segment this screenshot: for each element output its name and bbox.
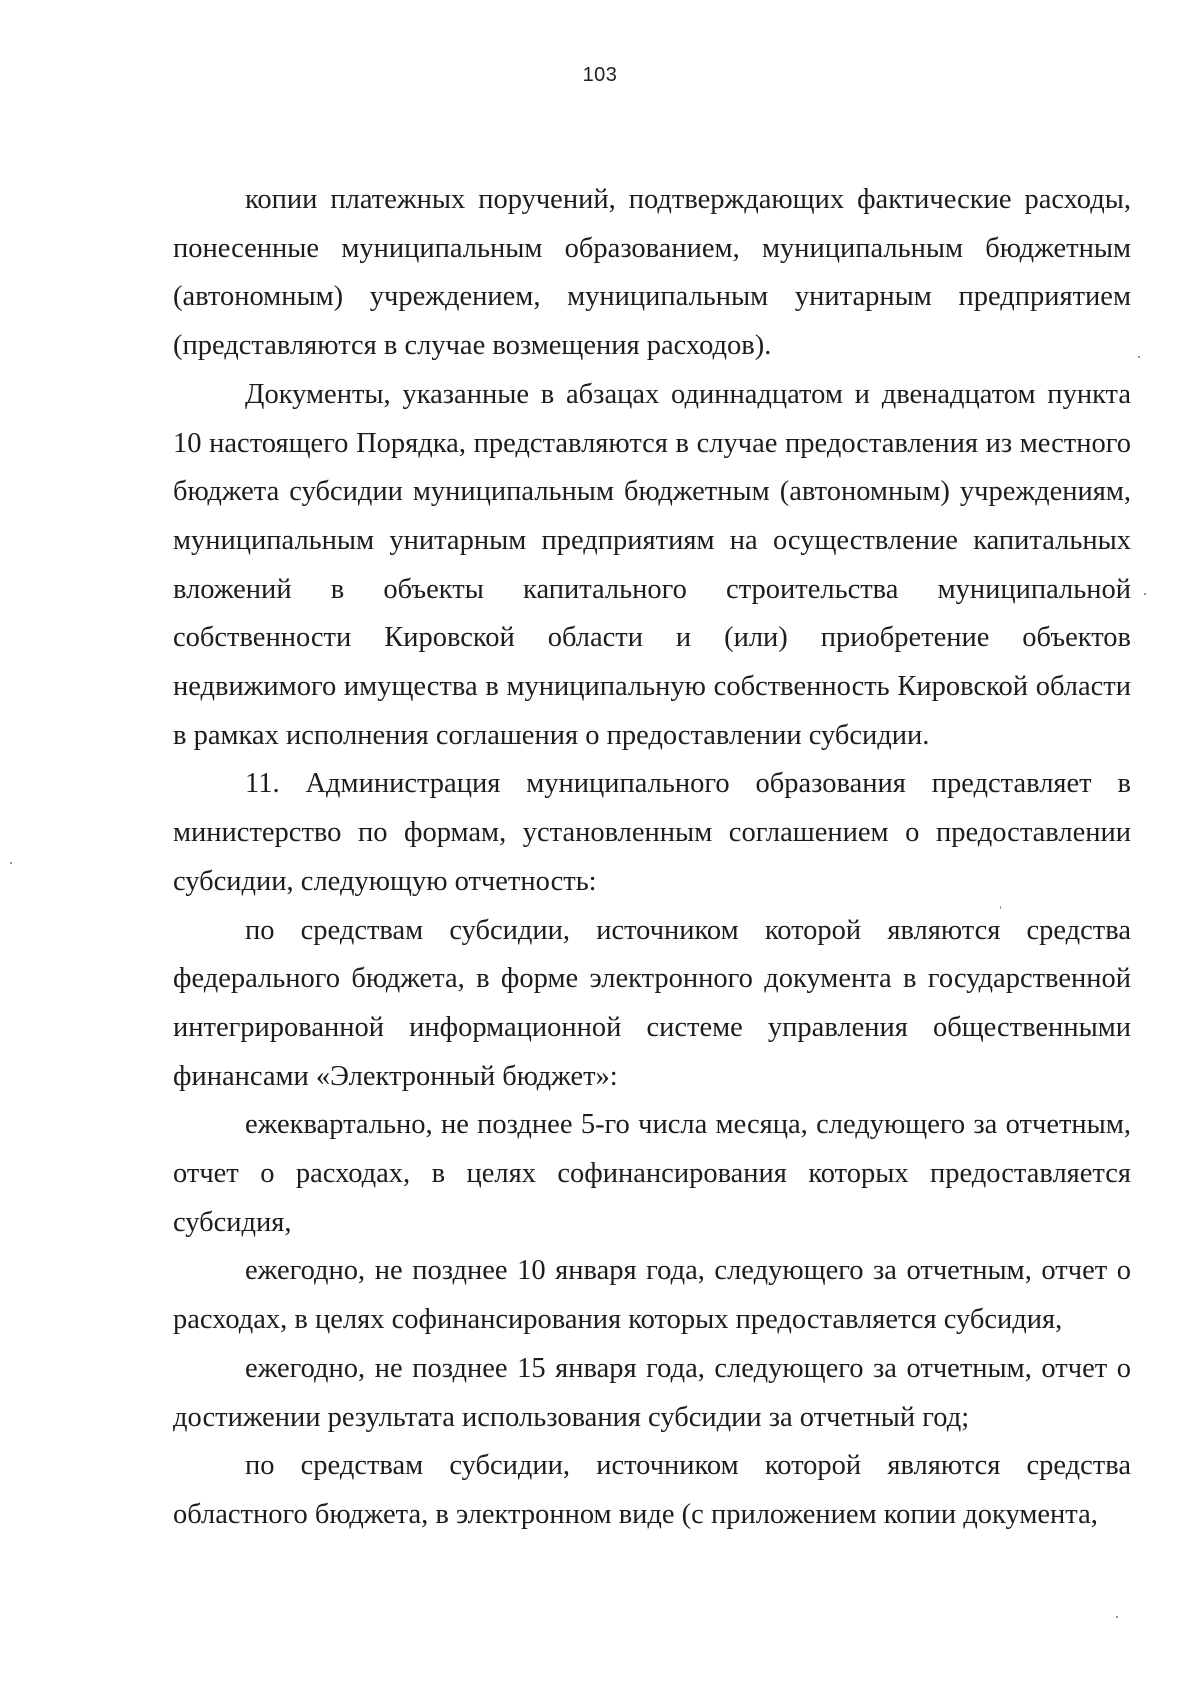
paragraph-annual-expense-report: ежегодно, не позднее 10 января года, следующего за отчетным, отчет о расходах, в целях софинансирования которых предоставляется субсидия, xyxy=(173,1255,1131,1336)
document-body xyxy=(173,176,1131,1540)
paragraph-quarterly-report: ежеквартально, не позднее 5-го числа месяца, следующего за отчетным, отчет о расходах, в целях софинансирования которых предоставляется субсидия, xyxy=(173,1109,1131,1238)
paragraph-federal-funds: по средствам субсидии, источником которой являются средства федерального бюджета, в форме электронного документа в государственной интегрированной информационной системе управления общественными финансами «Электронный бюджет»: xyxy=(173,914,1131,1092)
scan-speck xyxy=(1116,1616,1118,1618)
scan-speck xyxy=(10,862,12,864)
paragraph-payment-copies: копии платежных поручений, подтверждающих фактические расходы, понесенные муниципальным образованием, муниципальным бюджетным (автономным) учреждением, муниципальным унитарным предприятием (представляются в случае возмещения расходов). xyxy=(173,184,1131,362)
scan-speck xyxy=(1144,593,1146,595)
paragraph-item-11-reporting: 11. Администрация муниципального образования представляет в министерство по формам, установленным соглашением о предоставлении субсидии, следующую отчетность: xyxy=(173,768,1131,897)
paragraph-regional-funds: по средствам субсидии, источником которой являются средства областного бюджета, в электронном виде (с приложением копии документа, xyxy=(173,1450,1131,1530)
paragraph-documents-point-10: Документы, указанные в абзацах одиннадцатом и двенадцатом пункта 10 настоящего Порядка, представляются в случае предоставления из местного бюджета субсидии муниципальным бюджетным (автономным) учреждениям, муниципальным унитарным предприятиям на осуществление капитальных вложений в объекты капитального строительства муниципальной собственности Кировской области и (или) приобретение объектов недвижимого имущества в муниципальную собственность Кировской области в рамках исполнения соглашения о предоставлении субсидии. xyxy=(173,378,1131,751)
paragraph-annual-result-report: ежегодно, не позднее 15 января года, следующего за отчетным, отчет о достижении результата использования субсидии за отчетный год; xyxy=(173,1352,1131,1433)
page-number: 103 xyxy=(582,64,618,86)
scan-speck xyxy=(1138,356,1140,358)
scan-speck xyxy=(1000,906,1001,909)
